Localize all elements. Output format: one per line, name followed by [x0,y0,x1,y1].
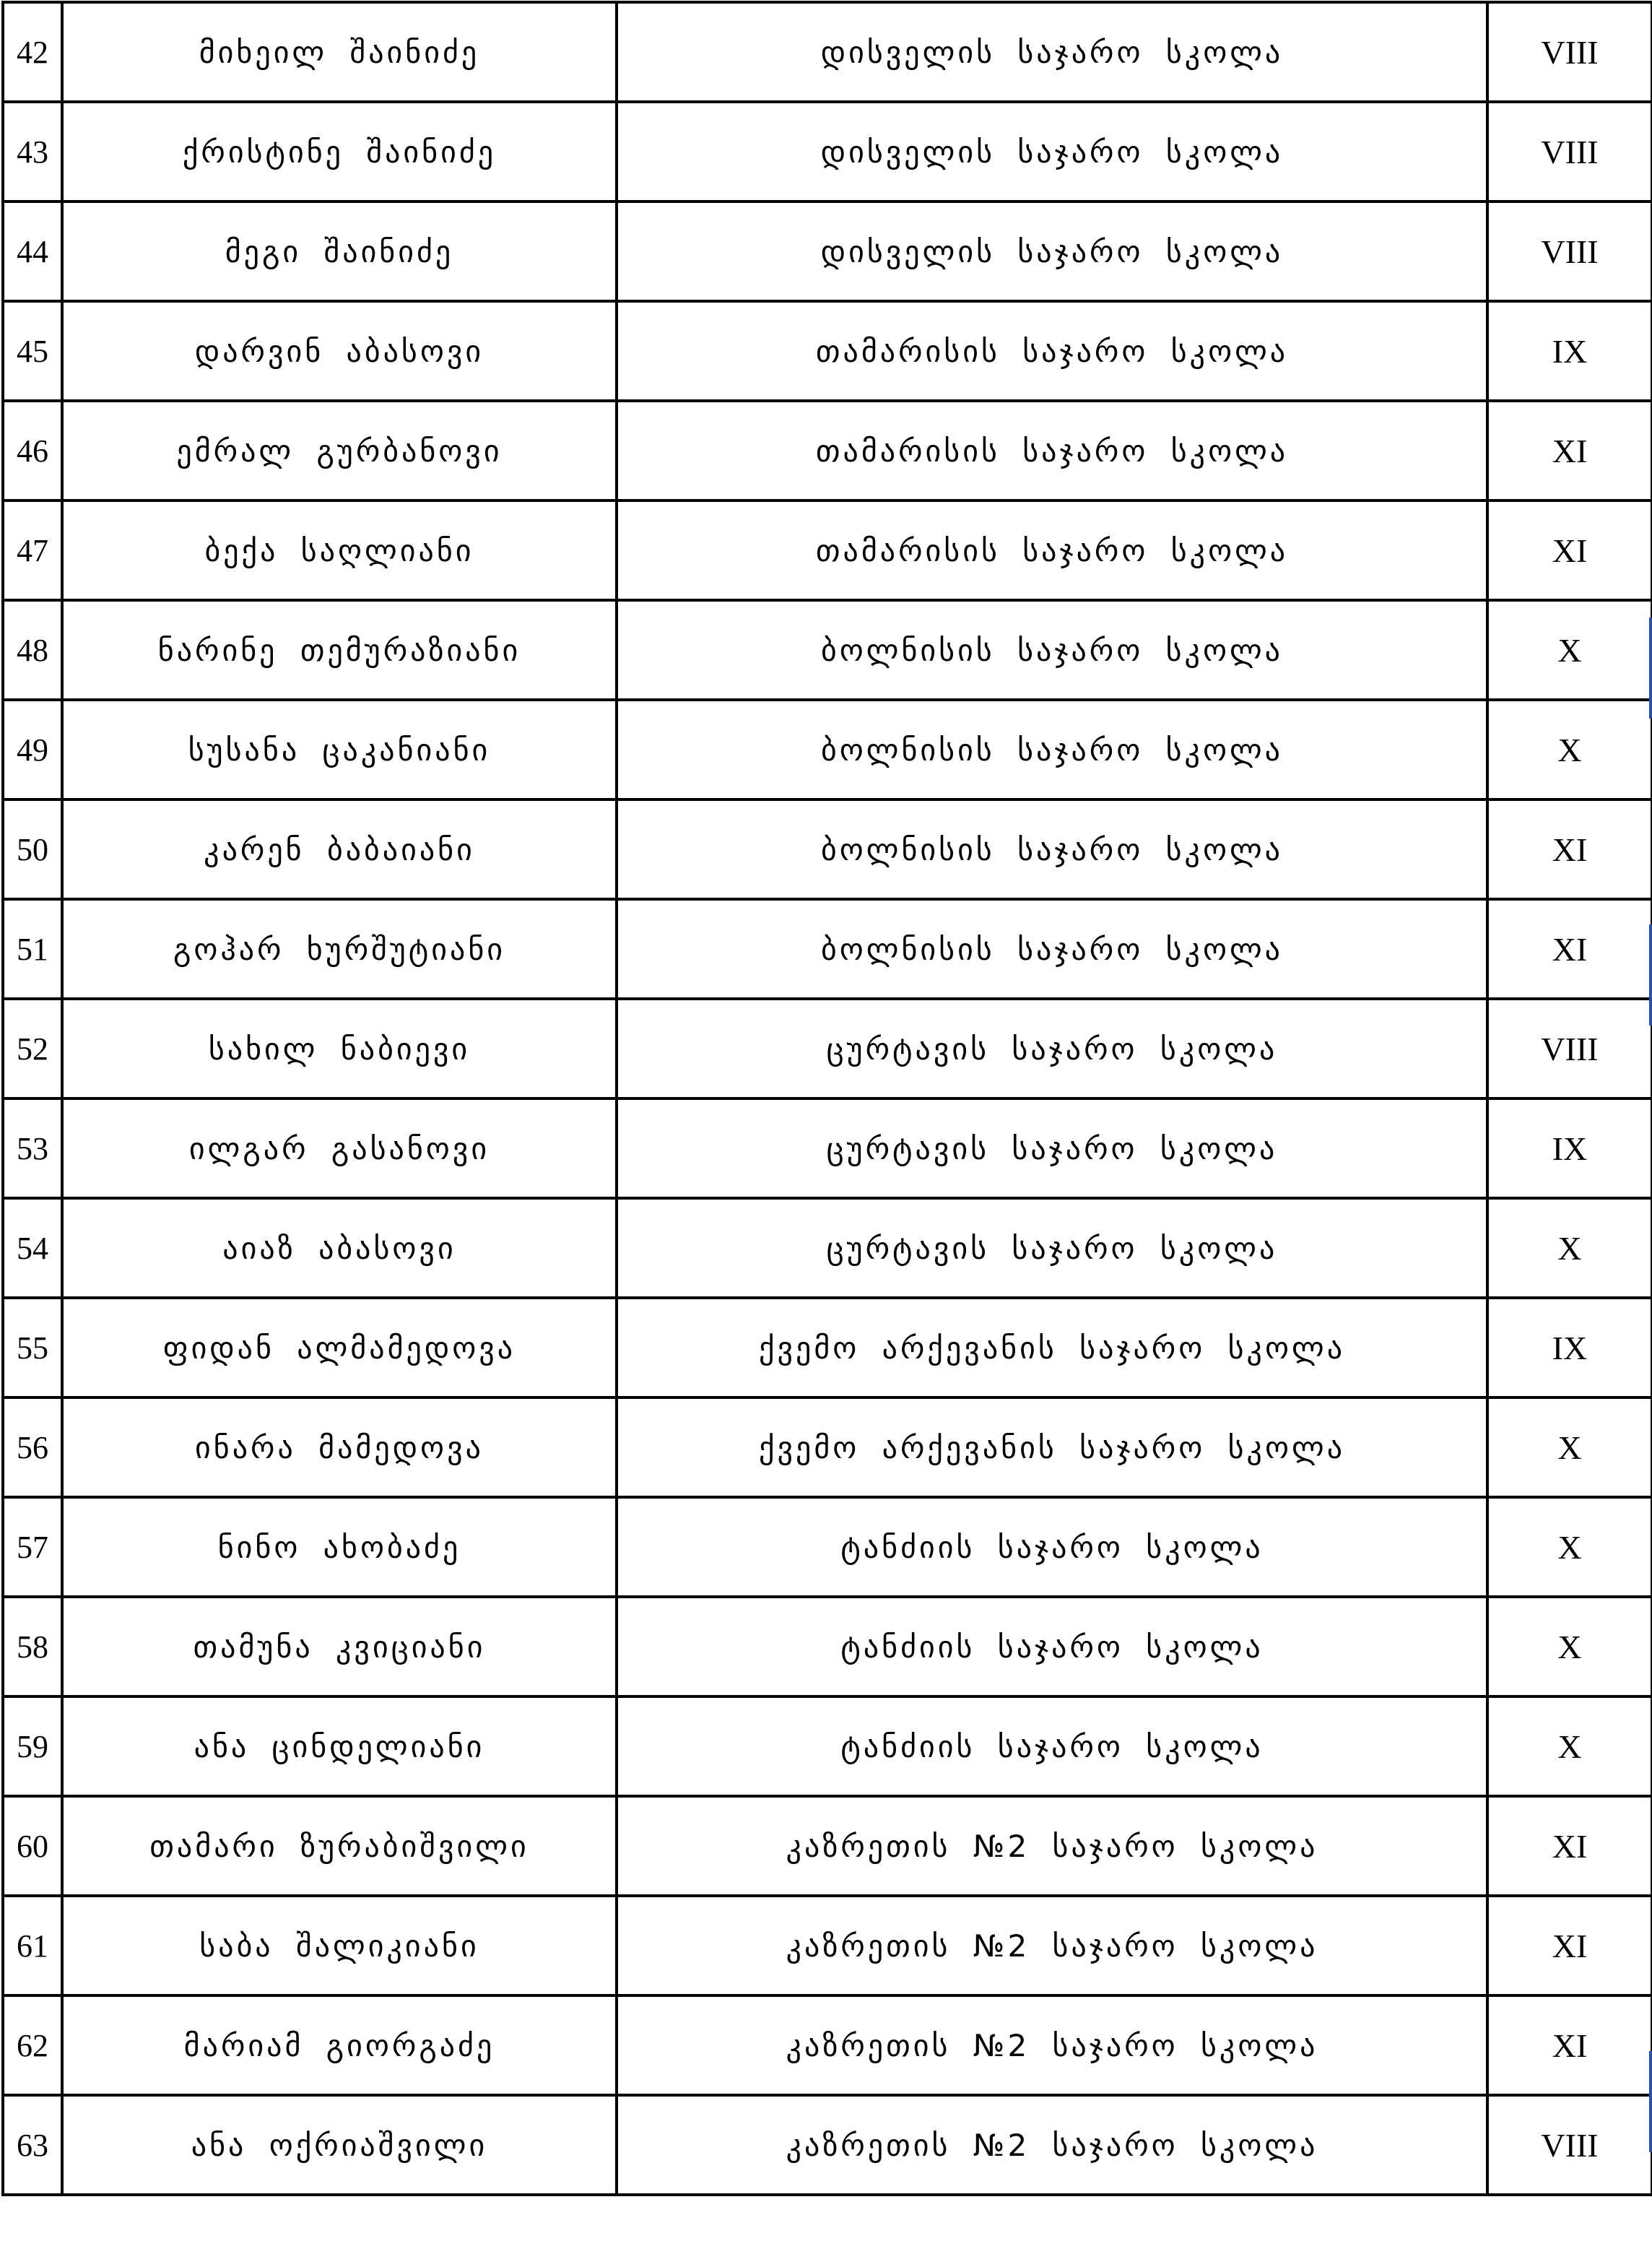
school-name: დისველის საჯარო სკოლა [617,2,1487,102]
grade-level: XI [1487,401,1652,500]
school-name: ქვემო არქევანის საჯარო სკოლა [617,1397,1487,1497]
table-row [3,201,1652,301]
table-row [3,500,1652,600]
student-name: აიაზ აბასოვი [62,1198,617,1298]
grade-level: VIII [1487,2,1652,102]
school-name: ბოლნისის საჯარო სკოლა [617,899,1487,999]
student-name: ფიდან ალმამედოვა [62,1298,617,1397]
right-edge-mark [1649,2051,1652,2152]
student-name: ნარინე თემურაზიანი [62,600,617,700]
grade-level: XI [1487,500,1652,600]
school-name: თამარისის საჯარო სკოლა [617,301,1487,401]
school-name: ცურტავის საჯარო სკოლა [617,999,1487,1098]
school-name: კაზრეთის №2 საჯარო სკოლა [617,1995,1487,2095]
row-number: 58 [3,1597,62,1696]
grade-level: X [1487,600,1652,700]
student-name: კარენ ბაბაიანი [62,799,617,899]
grade-level: IX [1487,1298,1652,1397]
student-table [1,1,1652,2196]
row-number: 63 [3,2095,62,2195]
school-name: დისველის საჯარო სკოლა [617,201,1487,301]
grade-level: XI [1487,799,1652,899]
school-name: კაზრეთის №2 საჯარო სკოლა [617,1796,1487,1896]
table-row [3,999,1652,1098]
student-name: ანა ცინდელიანი [62,1696,617,1796]
grade-level: XI [1487,1896,1652,1995]
school-name: კაზრეთის №2 საჯარო სკოლა [617,1896,1487,1995]
table-row [3,1098,1652,1198]
table-row [3,1796,1652,1896]
row-number: 52 [3,999,62,1098]
row-number: 57 [3,1497,62,1597]
school-name: ტანძიის საჯარო სკოლა [617,1597,1487,1696]
grade-level: X [1487,1397,1652,1497]
table-row [3,799,1652,899]
table-row [3,1497,1652,1597]
student-name: მიხეილ შაინიძე [62,2,617,102]
table-row [3,102,1652,201]
row-number: 48 [3,600,62,700]
grade-level: VIII [1487,201,1652,301]
student-name: ბექა საღლიანი [62,500,617,600]
table-row [3,2095,1652,2195]
school-name: ბოლნისის საჯარო სკოლა [617,799,1487,899]
row-number: 55 [3,1298,62,1397]
student-name: გოჰარ ხურშუტიანი [62,899,617,999]
student-name: დარვინ აბასოვი [62,301,617,401]
table-row [3,301,1652,401]
school-name: ტანძიის საჯარო სკოლა [617,1497,1487,1597]
student-name: ინარა მამედოვა [62,1397,617,1497]
student-name: ემრალ გურბანოვი [62,401,617,500]
grade-level: IX [1487,301,1652,401]
grade-level: IX [1487,1098,1652,1198]
table-row [3,1397,1652,1497]
table-row [3,401,1652,500]
row-number: 54 [3,1198,62,1298]
row-number: 53 [3,1098,62,1198]
table-row [3,600,1652,700]
row-number: 45 [3,301,62,401]
table-row [3,1298,1652,1397]
school-name: თამარისის საჯარო სკოლა [617,401,1487,500]
grade-level: VIII [1487,2095,1652,2195]
table-row [3,1995,1652,2095]
row-number: 42 [3,2,62,102]
table-row [3,1696,1652,1796]
grade-level: X [1487,1696,1652,1796]
row-number: 51 [3,899,62,999]
school-name: ქვემო არქევანის საჯარო სკოლა [617,1298,1487,1397]
grade-level: XI [1487,1796,1652,1896]
grade-level: XI [1487,899,1652,999]
grade-level: X [1487,1198,1652,1298]
school-name: ცურტავის საჯარო სკოლა [617,1198,1487,1298]
student-table-body [3,2,1652,2195]
grade-level: X [1487,1597,1652,1696]
row-number: 49 [3,700,62,799]
school-name: თამარისის საჯარო სკოლა [617,500,1487,600]
school-name: ტანძიის საჯარო სკოლა [617,1696,1487,1796]
student-name: სახილ ნაბიევი [62,999,617,1098]
grade-level: X [1487,1497,1652,1597]
row-number: 50 [3,799,62,899]
right-edge-mark [1649,924,1652,1026]
row-number: 61 [3,1896,62,1995]
row-number: 44 [3,201,62,301]
row-number: 62 [3,1995,62,2095]
row-number: 47 [3,500,62,600]
row-number: 43 [3,102,62,201]
grade-level: XI [1487,1995,1652,2095]
school-name: კაზრეთის №2 საჯარო სკოლა [617,2095,1487,2195]
grade-level: VIII [1487,102,1652,201]
student-name: მეგი შაინიძე [62,201,617,301]
student-name: თამარი ზურაბიშვილი [62,1796,617,1896]
school-name: ბოლნისის საჯარო სკოლა [617,600,1487,700]
row-number: 60 [3,1796,62,1896]
student-name: ილგარ გასანოვი [62,1098,617,1198]
right-edge-mark [1649,617,1652,719]
student-name: თამუნა კვიციანი [62,1597,617,1696]
row-number: 56 [3,1397,62,1497]
table-row [3,1896,1652,1995]
table-row [3,1198,1652,1298]
table-row [3,2,1652,102]
student-name: სუსანა ცაკანიანი [62,700,617,799]
row-number: 46 [3,401,62,500]
row-number: 59 [3,1696,62,1796]
school-name: დისველის საჯარო სკოლა [617,102,1487,201]
student-name: მარიამ გიორგაძე [62,1995,617,2095]
table-row [3,1597,1652,1696]
grade-level: X [1487,700,1652,799]
student-name: ნინო ახობაძე [62,1497,617,1597]
school-name: ბოლნისის საჯარო სკოლა [617,700,1487,799]
table-row [3,899,1652,999]
grade-level: VIII [1487,999,1652,1098]
student-name: საბა შალიკიანი [62,1896,617,1995]
student-name: ქრისტინე შაინიძე [62,102,617,201]
student-name: ანა ოქრიაშვილი [62,2095,617,2195]
school-name: ცურტავის საჯარო სკოლა [617,1098,1487,1198]
table-row [3,700,1652,799]
